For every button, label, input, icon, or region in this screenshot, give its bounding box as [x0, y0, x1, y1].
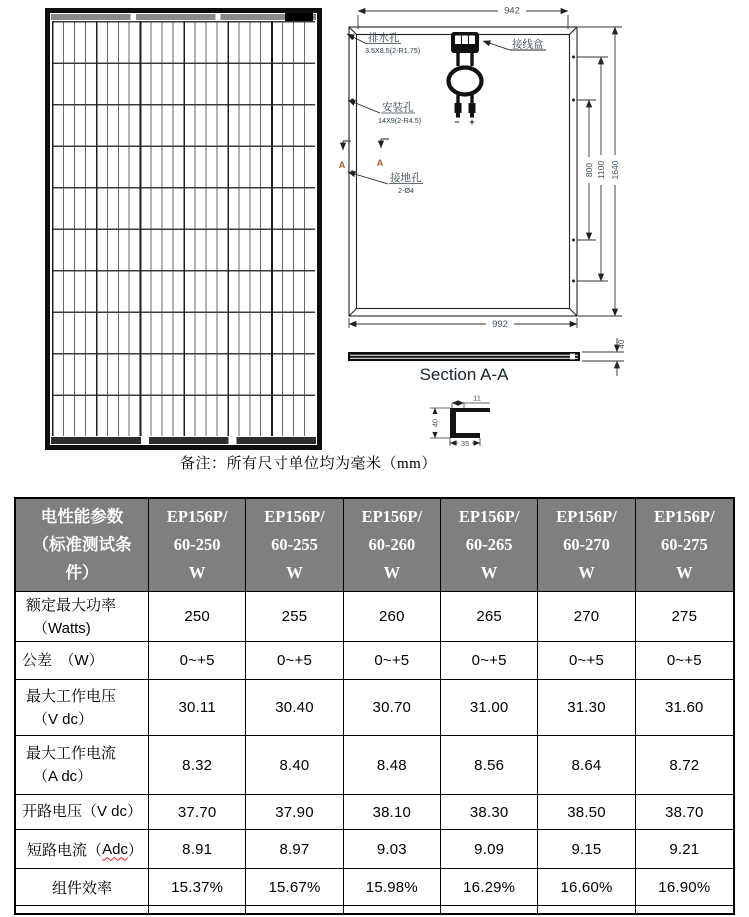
value-cell: 275 [671, 608, 698, 625]
value-cell: 0~+5 [246, 642, 343, 679]
empty-row [16, 906, 733, 913]
row-max-voltage [16, 680, 733, 736]
value-cell: 9.09 [441, 830, 538, 868]
value-cell: 8.91 [149, 830, 246, 868]
param-header-line: 电性能参数 [40, 507, 124, 526]
ground-hole-label: 接地孔 [390, 172, 422, 184]
polarity-plus-label: + [469, 117, 475, 127]
value-cell: 30.70 [344, 680, 441, 735]
mounting-hole-spec: 14X9(2-R4.5) [378, 116, 422, 125]
value-cell: 0~+5 [666, 652, 702, 669]
value-cell: 0~+5 [538, 642, 635, 679]
param-label-cell: 最大工作电压 （V dc） [16, 680, 149, 735]
solar-panel-front-view [45, 8, 322, 450]
model-header-275: EP156P/ 60-275 W [636, 499, 733, 591]
dim-thickness-text: 40 [617, 339, 626, 349]
model-header-250: EP156P/ 60-250 W [149, 499, 246, 591]
panel-bottom-frame-strip [51, 437, 316, 444]
value-cell: 270 [538, 592, 635, 641]
value-cell: 9.21 [669, 840, 700, 858]
units-note: 备注：所有尺寸单位均为毫米（mm） [180, 456, 437, 472]
param-header-line: 件） [65, 563, 99, 582]
rear-view-cad-drawing [335, 0, 647, 465]
spellcheck-underline-text: Adc [102, 840, 128, 858]
junction-box-callout [483, 38, 546, 51]
value-cell: 260 [344, 592, 441, 641]
dim-bottom-width-text: 992 [492, 319, 508, 330]
section-label: Section A-A [419, 365, 509, 384]
value-cell: 250 [149, 592, 246, 641]
model-header-265: EP156P/ 60-265 W [441, 499, 538, 591]
dim-profile-height-text: 40 [430, 418, 440, 428]
param-label-cell: 额定最大功率 （Watts) [16, 592, 149, 641]
value-cell: 30.40 [246, 680, 343, 735]
section-marker-a-right: A [376, 158, 384, 168]
hole-markers [351, 37, 575, 283]
drain-hole-spec: 3.5X8.5(2-R1.75) [365, 46, 421, 55]
panel-cell-grid [52, 21, 315, 436]
param-label-cell: 公差 （W） [16, 642, 149, 679]
junction-box-label: 接线盒 [512, 38, 544, 51]
polarity-minus-label: − [454, 117, 460, 127]
value-cell: 30.11 [149, 680, 246, 735]
dim-profile-base-text: 35 [460, 439, 470, 448]
panel-top-frame-strip [51, 14, 316, 20]
ground-hole-spec: 2-Ø4 [398, 186, 414, 195]
value-cell: 31.00 [441, 680, 538, 735]
param-header-line: （标准测试条 [32, 535, 132, 554]
param-label-cell: 短路电流（ Adc ） [16, 830, 149, 868]
value-cell: 9.15 [538, 830, 635, 868]
value-cell: 31.60 [665, 699, 704, 716]
value-cell: 15.67% [246, 869, 343, 905]
value-cell: 38.10 [344, 795, 441, 829]
value-cell: 8.32 [149, 736, 246, 794]
value-cell: 8.40 [246, 736, 343, 794]
dim-1640-text: 1640 [610, 160, 620, 180]
value-cell: 8.72 [669, 756, 700, 774]
dim-800-text: 800 [584, 162, 594, 178]
value-cell: 31.30 [538, 680, 635, 735]
row-max-power [16, 592, 733, 642]
row-max-current [16, 736, 733, 795]
row-open-circuit-voltage [16, 795, 733, 830]
model-header-260: EP156P/ 60-260 W [344, 499, 441, 591]
value-cell: 37.70 [149, 795, 246, 829]
value-cell: 0~+5 [441, 642, 538, 679]
mounting-hole-label: 安装孔 [382, 101, 414, 114]
model-header-255: EP156P/ 60-255 W [246, 499, 343, 591]
value-cell: 16.29% [441, 869, 538, 905]
model-header-270: EP156P/ 60-270 W [538, 499, 635, 591]
value-cell: 8.97 [246, 830, 343, 868]
value-cell: 38.30 [441, 795, 538, 829]
param-header-cell [16, 499, 149, 591]
value-cell: 9.03 [344, 830, 441, 868]
value-cell: 8.64 [538, 736, 635, 794]
section-marker-a-left: A [338, 160, 346, 170]
value-cell: 15.98% [344, 869, 441, 905]
dim-top-width-text: 942 [504, 5, 520, 17]
dim-profile-lip-text: 11 [473, 393, 481, 403]
dim-1100-text: 1100 [596, 160, 606, 180]
param-label-cell: 最大工作电流 （A dc） [16, 736, 149, 794]
value-cell: 8.56 [441, 736, 538, 794]
row-short-circuit-current [16, 830, 733, 869]
value-cell: 0~+5 [344, 642, 441, 679]
section-markers [343, 139, 389, 150]
module-frame-outline [349, 27, 577, 316]
value-cell: 265 [441, 592, 538, 641]
ground-hole-callout [348, 171, 423, 195]
value-cell: 16.60% [538, 869, 635, 905]
value-cell: 37.90 [246, 795, 343, 829]
table-header-row [16, 499, 733, 592]
value-cell: 255 [246, 592, 343, 641]
dim-bottom-width [349, 318, 577, 328]
value-cell: 16.90% [658, 878, 711, 896]
value-cell: 0~+5 [149, 642, 246, 679]
row-module-efficiency [16, 869, 733, 906]
value-cell: 8.48 [344, 736, 441, 794]
mounting-hole-callout [348, 100, 421, 125]
param-label-cell: 开路电压（V dc） [16, 795, 149, 829]
drain-hole-label: 排水孔 [368, 32, 400, 44]
section-bar [348, 352, 580, 361]
panel-corner-label [285, 13, 313, 21]
spec-table [14, 497, 735, 915]
value-cell: 38.70 [665, 803, 704, 821]
value-cell: 15.37% [149, 869, 246, 905]
frame-profile-detail [430, 394, 490, 449]
row-tolerance [16, 642, 733, 680]
param-label-cell: 组件效率 [16, 869, 149, 905]
value-cell: 38.50 [538, 795, 635, 829]
junction-box-graphic [449, 32, 482, 127]
dim-top-width [358, 11, 568, 29]
